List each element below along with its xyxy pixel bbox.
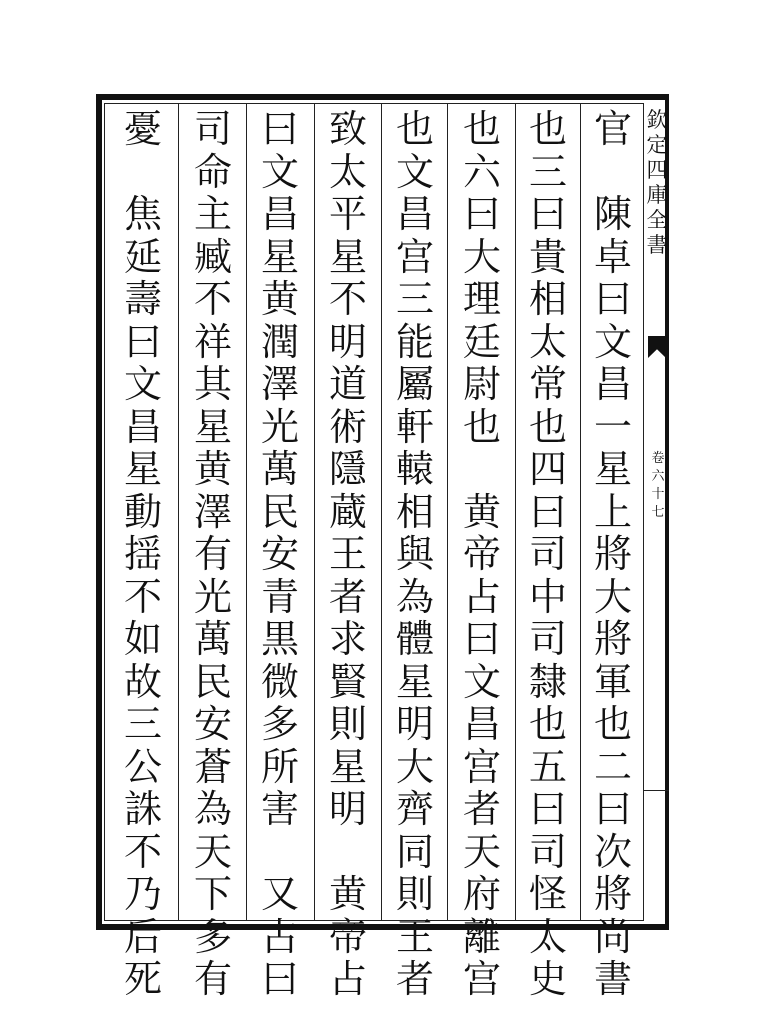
character: 能 [395, 319, 434, 364]
character: 宫 [462, 957, 501, 1001]
character: 曰 [528, 787, 567, 831]
character: 相 [395, 489, 434, 534]
character: 黄 [328, 872, 367, 916]
text-column-5 [317, 107, 379, 1001]
volume-number [648, 450, 668, 522]
character: 明 [328, 319, 367, 364]
character: 司 [193, 107, 232, 151]
character: 昌 [260, 192, 299, 236]
text-column-8 [112, 107, 174, 1001]
character: 七 [651, 505, 665, 520]
character: 焦 [123, 192, 162, 236]
character: 廷 [462, 319, 501, 364]
character: 曰 [260, 957, 299, 1001]
character: 史 [528, 957, 567, 1001]
text-column-6 [249, 107, 311, 1001]
character: 占 [260, 914, 299, 959]
character: 十 [651, 487, 665, 502]
spacer [329, 831, 367, 874]
book-title [646, 108, 668, 258]
text-column-4 [384, 107, 446, 1001]
character: 屬 [395, 362, 434, 406]
character: 曰 [528, 192, 567, 236]
text-column-2 [517, 107, 579, 1001]
character: 蒼 [193, 744, 232, 789]
column-rule [580, 103, 581, 921]
character: 同 [395, 829, 434, 874]
character: 死 [123, 957, 162, 1001]
character: 太 [528, 319, 567, 364]
character: 占 [462, 574, 501, 619]
character: 揺 [123, 532, 162, 576]
character: 怪 [528, 872, 567, 916]
character: 貴 [528, 234, 567, 279]
character: 不 [193, 277, 232, 321]
character: 文 [123, 362, 162, 406]
character: 文 [593, 319, 632, 364]
character: 多 [193, 914, 232, 959]
character: 星 [328, 744, 367, 789]
character: 四 [646, 158, 668, 182]
character: 大 [593, 574, 632, 619]
character: 占 [328, 957, 367, 1001]
character: 誅 [123, 787, 162, 831]
character: 曰 [593, 787, 632, 831]
character: 王 [395, 914, 434, 959]
character: 曰 [462, 192, 501, 236]
character: 宫 [462, 744, 501, 789]
character: 相 [528, 277, 567, 321]
character: 隸 [528, 659, 567, 704]
character: 軒 [395, 404, 434, 449]
column-rule [515, 103, 516, 921]
character: 天 [193, 829, 232, 874]
character: 尉 [462, 362, 501, 406]
character: 太 [328, 149, 367, 194]
character: 王 [328, 532, 367, 576]
character: 中 [528, 574, 567, 619]
character: 書 [593, 957, 632, 1001]
character: 也 [528, 702, 567, 746]
character: 將 [593, 872, 632, 916]
character: 延 [123, 234, 162, 279]
character: 星 [328, 234, 367, 279]
character: 安 [260, 532, 299, 576]
character: 宫 [395, 234, 434, 279]
column-rule [314, 103, 315, 921]
character: 帝 [462, 532, 501, 576]
character: 二 [593, 744, 632, 789]
text-column-1 [582, 107, 644, 1001]
character: 賢 [328, 659, 367, 704]
character: 萬 [260, 447, 299, 491]
character: 也 [462, 107, 501, 151]
character: 全 [646, 208, 668, 232]
character: 黒 [260, 617, 299, 661]
character: 理 [462, 277, 501, 321]
character: 民 [260, 489, 299, 534]
character: 卷 [651, 451, 665, 466]
character: 蔵 [328, 489, 367, 534]
character: 術 [328, 404, 367, 449]
character: 不 [123, 574, 162, 619]
character: 星 [395, 659, 434, 704]
character: 隱 [328, 447, 367, 491]
character: 五 [528, 744, 567, 789]
character: 四 [528, 447, 567, 491]
character: 上 [593, 489, 632, 534]
character: 平 [328, 192, 367, 236]
character: 其 [193, 362, 232, 406]
character: 欽 [646, 108, 668, 132]
character: 者 [462, 787, 501, 831]
character: 曰 [593, 277, 632, 321]
character: 者 [328, 574, 367, 619]
character: 星 [123, 447, 162, 491]
character: 微 [260, 659, 299, 704]
character: 也 [528, 404, 567, 449]
character: 后 [123, 914, 162, 959]
character: 潤 [260, 319, 299, 364]
character: 也 [462, 404, 501, 449]
character: 為 [193, 787, 232, 831]
character: 青 [260, 574, 299, 619]
character: 明 [395, 702, 434, 746]
character: 轅 [395, 447, 434, 491]
character: 星 [260, 234, 299, 279]
character: 星 [593, 447, 632, 491]
character: 陳 [593, 192, 632, 236]
character: 為 [395, 574, 434, 619]
character: 也 [528, 107, 567, 151]
character: 也 [395, 107, 434, 151]
character: 大 [395, 744, 434, 789]
character: 不 [123, 829, 162, 874]
margin-rule [644, 790, 669, 791]
column-rule [447, 103, 448, 921]
character: 不 [328, 277, 367, 321]
character: 府 [462, 872, 501, 916]
column-rule [381, 103, 382, 921]
character: 次 [593, 829, 632, 874]
character: 三 [395, 277, 434, 321]
character: 民 [193, 659, 232, 704]
character: 體 [395, 617, 434, 661]
character: 軍 [593, 659, 632, 704]
spacer [594, 151, 632, 194]
character: 所 [260, 744, 299, 789]
character: 害 [260, 787, 299, 831]
character: 道 [328, 362, 367, 406]
character: 則 [328, 702, 367, 746]
character: 三 [123, 702, 162, 746]
character: 黄 [193, 447, 232, 491]
character: 黄 [260, 277, 299, 321]
character: 官 [593, 107, 632, 151]
character: 六 [462, 149, 501, 194]
character: 乃 [123, 872, 162, 916]
character: 曰 [260, 107, 299, 151]
character: 致 [328, 107, 367, 151]
character: 下 [193, 872, 232, 916]
character: 離 [462, 914, 501, 959]
character: 星 [193, 404, 232, 449]
character: 安 [193, 702, 232, 746]
character: 常 [528, 362, 567, 406]
character: 三 [528, 149, 567, 194]
character: 明 [328, 787, 367, 831]
character: 將 [593, 617, 632, 661]
character: 齊 [395, 787, 434, 831]
character: 如 [123, 617, 162, 661]
column-rule [246, 103, 247, 921]
spacer [124, 151, 162, 194]
character: 司 [528, 829, 567, 874]
character: 大 [462, 234, 501, 279]
character: 庫 [646, 183, 668, 207]
character: 者 [395, 957, 434, 1001]
character: 司 [528, 532, 567, 576]
character: 公 [123, 744, 162, 789]
character: 昌 [593, 362, 632, 406]
character: 黄 [462, 489, 501, 534]
character: 光 [193, 574, 232, 619]
character: 文 [260, 149, 299, 194]
character: 又 [260, 872, 299, 916]
character: 澤 [260, 362, 299, 406]
character: 動 [123, 489, 162, 534]
character: 六 [651, 469, 665, 484]
character: 曰 [528, 489, 567, 534]
character: 將 [593, 532, 632, 576]
character: 太 [528, 914, 567, 959]
character: 帝 [328, 914, 367, 959]
character: 司 [528, 617, 567, 661]
character: 故 [123, 659, 162, 704]
character: 曰 [462, 617, 501, 661]
character: 有 [193, 532, 232, 576]
spacer [463, 448, 501, 491]
character: 祥 [193, 319, 232, 364]
character: 臧 [193, 234, 232, 279]
text-column-7 [182, 107, 244, 1001]
character: 與 [395, 532, 434, 576]
character: 憂 [123, 107, 162, 151]
character: 書 [646, 233, 668, 257]
character: 光 [260, 404, 299, 449]
character: 萬 [193, 617, 232, 661]
character: 曰 [123, 319, 162, 364]
character: 主 [193, 192, 232, 236]
character: 多 [260, 702, 299, 746]
character: 命 [193, 149, 232, 194]
character: 尚 [593, 914, 632, 959]
character: 一 [593, 404, 632, 449]
character: 昌 [462, 702, 501, 746]
column-rule [178, 103, 179, 921]
character: 昌 [123, 404, 162, 449]
character: 有 [193, 957, 232, 1001]
character: 卓 [593, 234, 632, 279]
character: 昌 [395, 192, 434, 236]
character: 文 [462, 659, 501, 704]
spacer [261, 831, 299, 874]
character: 澤 [193, 489, 232, 534]
character: 也 [593, 702, 632, 746]
text-column-3 [451, 107, 513, 1001]
character: 文 [395, 149, 434, 194]
character: 天 [462, 829, 501, 874]
character: 求 [328, 617, 367, 661]
character: 則 [395, 872, 434, 916]
character: 定 [646, 133, 668, 157]
character: 壽 [123, 277, 162, 321]
